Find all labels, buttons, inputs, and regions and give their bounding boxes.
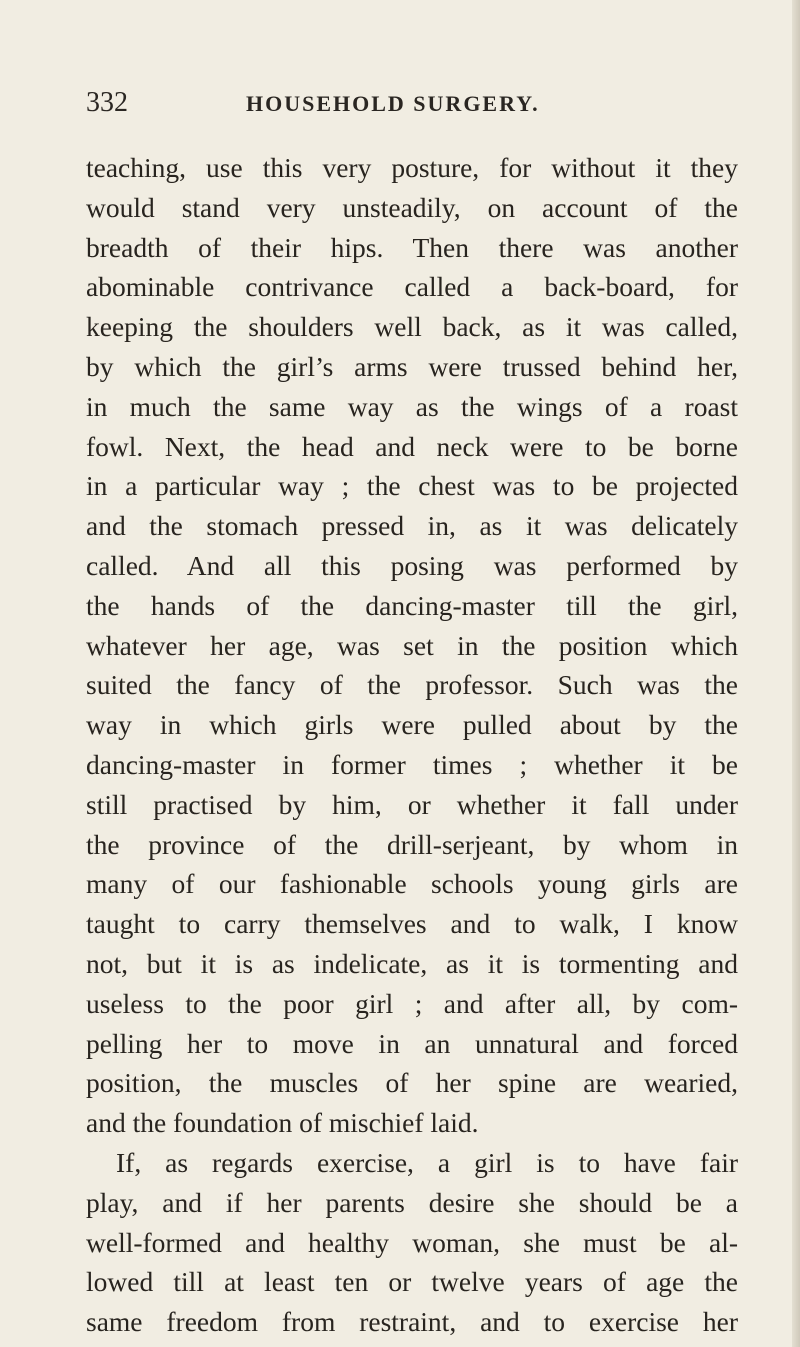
text-line: many of our fashionable schools young girls are	[86, 868, 738, 900]
text-line: fowl. Next, the head and neck were to be borne	[86, 430, 738, 462]
text-line: by which the girl’s arms were trussed behind her,	[86, 350, 738, 382]
text-line: same freedom from restraint, and to exercise her	[86, 1306, 738, 1338]
text-line: keeping the shoulders well back, as it was called,	[86, 311, 738, 343]
body-text	[86, 148, 738, 1342]
text-line: taught to carry themselves and to walk, I know	[86, 908, 738, 940]
text-line: not, but it is as indelicate, as it is tormenting and	[86, 947, 738, 979]
text-line: lowed till at least ten or twelve years of age the	[86, 1266, 738, 1298]
text-line: way in which girls were pulled about by the	[86, 709, 738, 741]
text-line: the province of the drill-serjeant, by whom in	[86, 828, 738, 860]
text-line: in much the same way as the wings of a roast	[86, 390, 738, 422]
text-line: well-formed and healthy woman, she must be al-	[86, 1226, 738, 1258]
text-line: suited the fancy of the professor. Such was the	[86, 669, 738, 701]
text-line: useless to the poor girl ; and after all, by com-	[86, 987, 738, 1019]
text-line: and the foundation of mischief laid.	[86, 1107, 479, 1139]
text-line: whatever her age, was set in the position which	[86, 629, 738, 661]
text-line: the hands of the dancing-master till the girl,	[86, 589, 738, 621]
text-line: in a particular way ; the chest was to be projected	[86, 470, 738, 502]
text-line: dancing-master in former times ; whether it be	[86, 748, 738, 780]
page-number: 332	[86, 87, 128, 118]
text-line: pelling her to move in an unnatural and forced	[86, 1027, 738, 1059]
text-line: called. And all this posing was performed by	[86, 549, 738, 581]
text-line: teaching, use this very posture, for without it they	[86, 152, 738, 183]
running-head	[86, 88, 726, 118]
text-line: and the stomach pressed in, as it was delicately	[86, 510, 738, 542]
text-line: breadth of their hips. Then there was another	[86, 231, 738, 263]
text-line: still practised by him, or whether it fall under	[86, 788, 738, 820]
text-line: play, and if her parents desire she should be a	[86, 1186, 738, 1218]
text-line: would stand very unsteadily, on account of the	[86, 191, 738, 223]
running-title: HOUSEHOLD SURGERY.	[246, 91, 540, 116]
text-line: If, as regards exercise, a girl is to have fair	[116, 1146, 738, 1178]
page-edge	[792, 0, 800, 1347]
text-line: position, the muscles of her spine are wearied,	[86, 1067, 738, 1099]
text-line: abominable contrivance called a back-board, for	[86, 271, 738, 303]
